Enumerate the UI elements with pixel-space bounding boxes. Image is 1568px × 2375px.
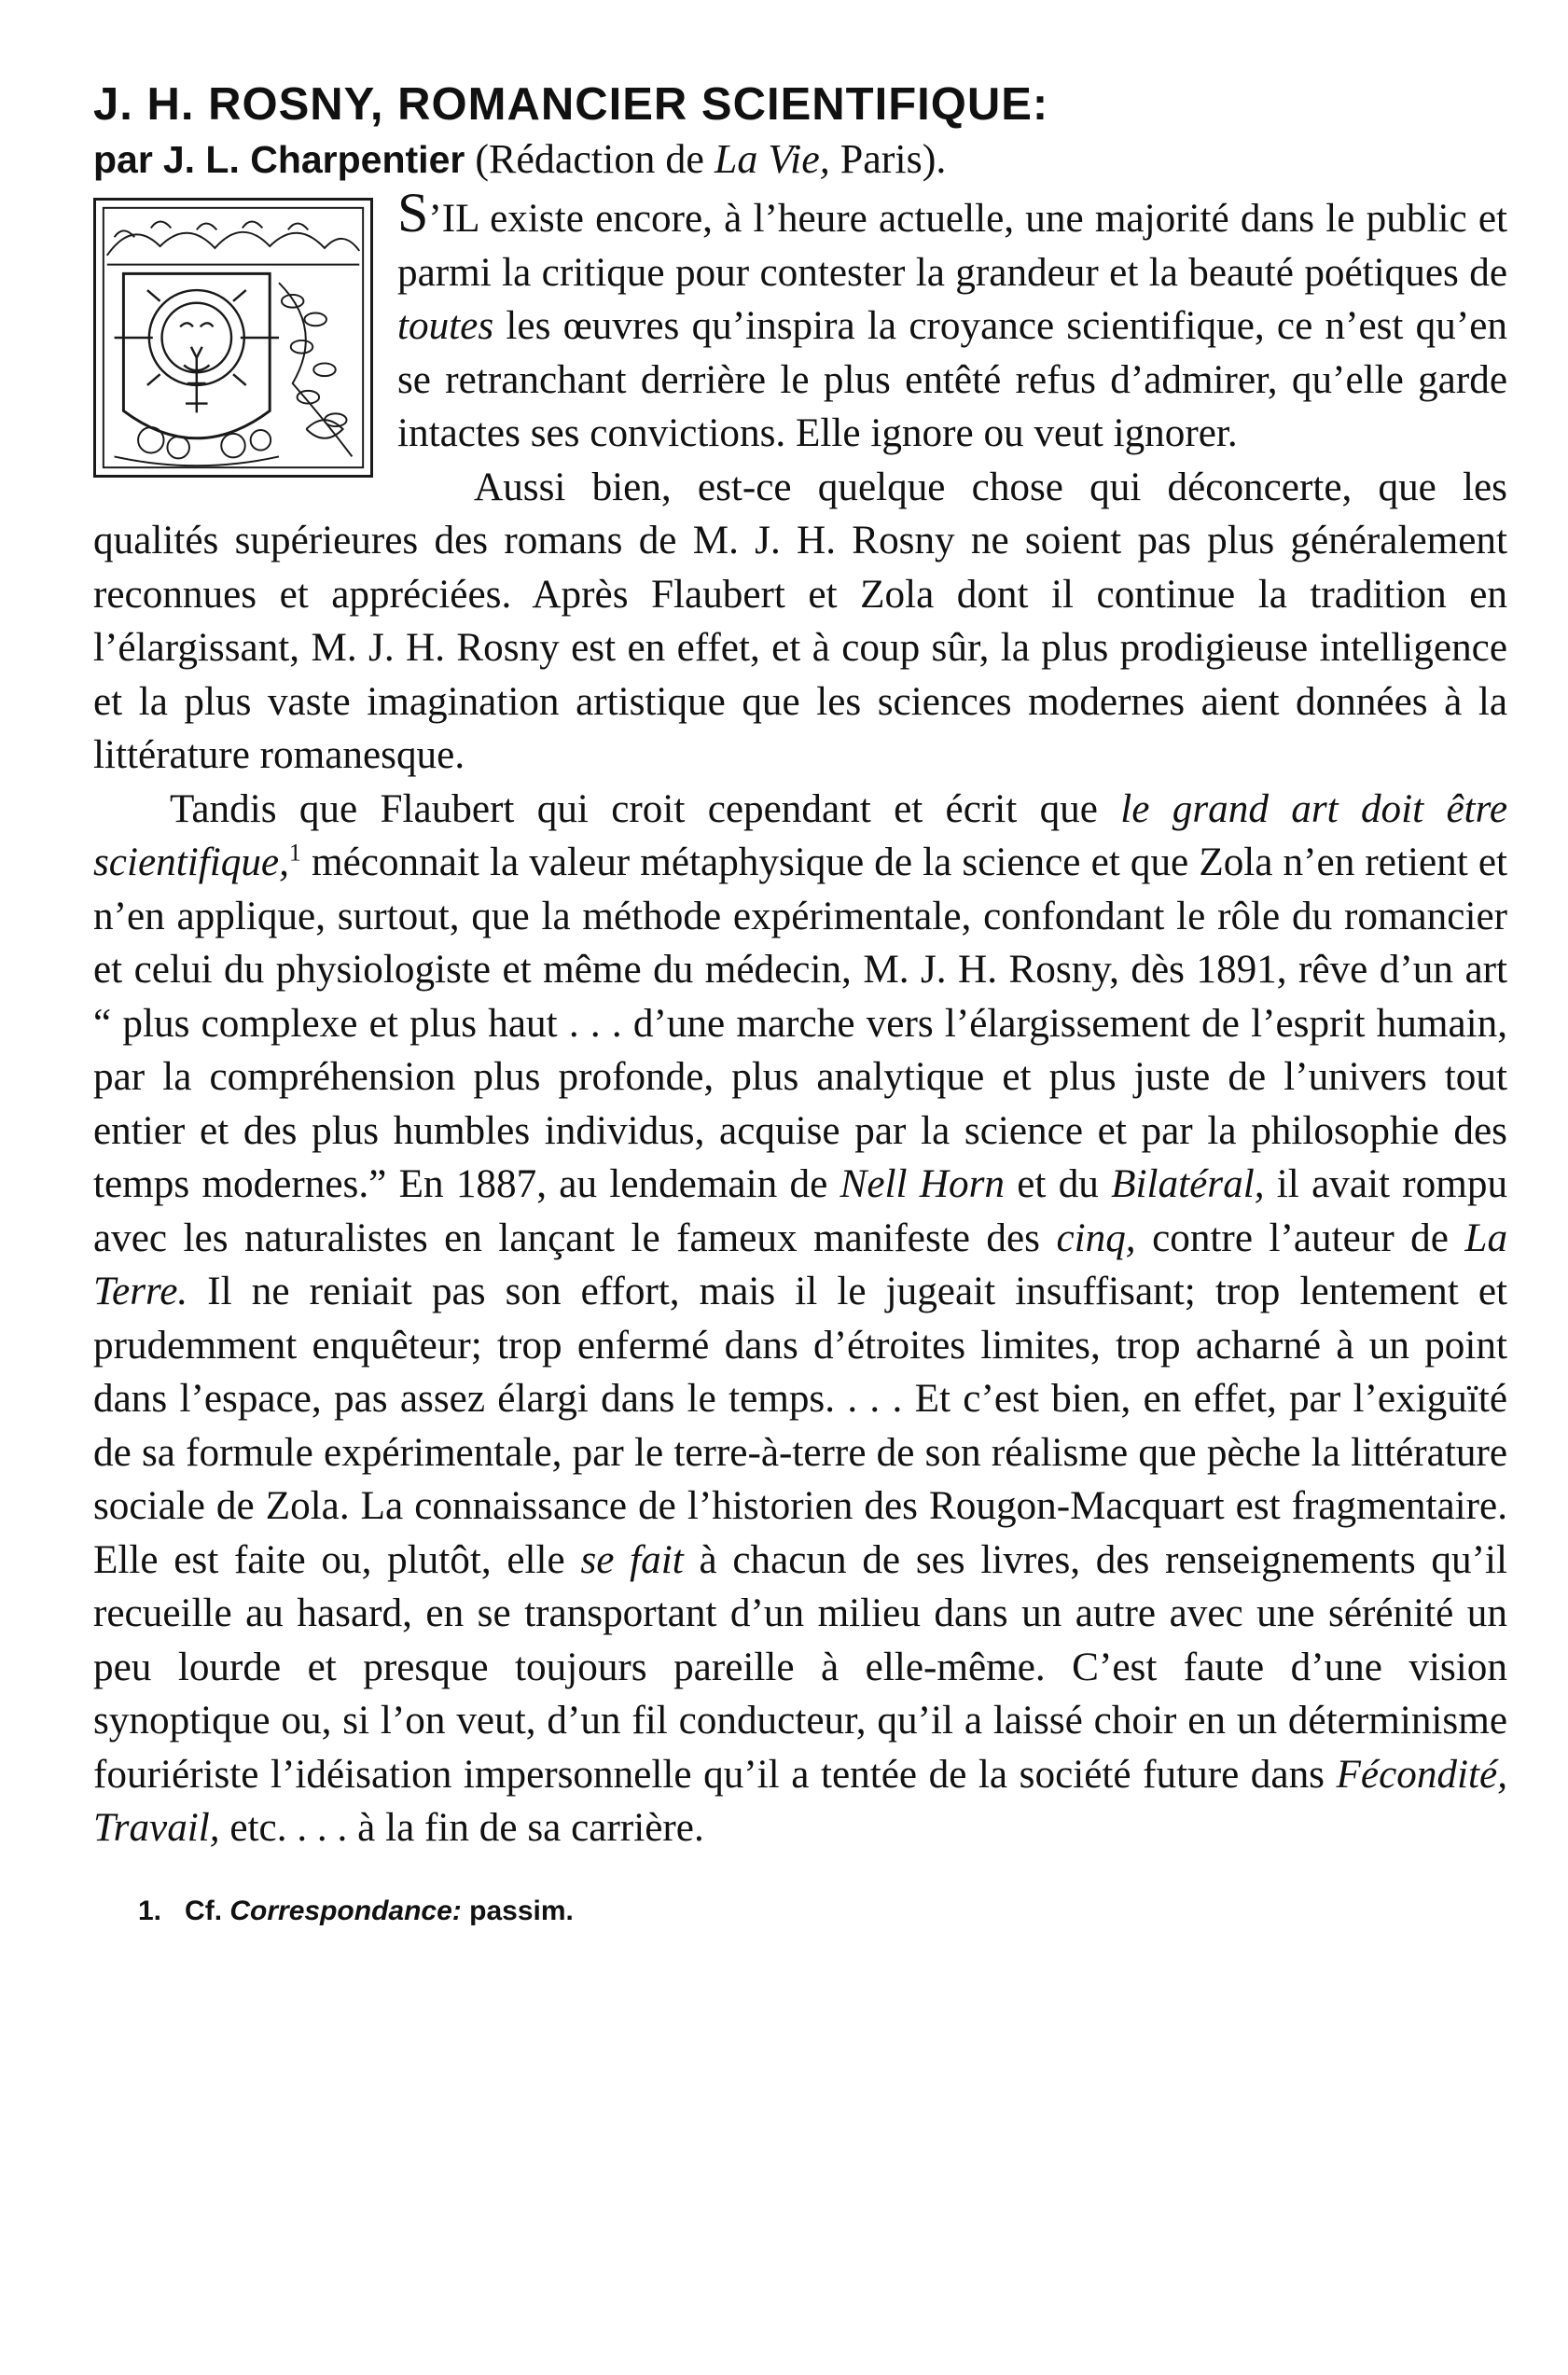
p3-la-terre: La Terre. <box>93 1215 1508 1313</box>
byline-prefix: par <box>93 138 153 181</box>
p3-g: à chacun de ses livres, des renseignements qu’il recueille au hasard, en se transportant d’un milieu dans un autre avec une sérénité un peu lourde et presque toujours pareille à elle-même. C’est faute d’une vision synoptique ou, si l’on veut, d’un fil conducteur, qu’il a laissé choir en un déterminisme fouriériste l’idéisation impersonnelle qu’il a tentée de la société future dans <box>93 1537 1507 1797</box>
lion-head-ornament-icon <box>93 198 373 478</box>
p3-cinq: cinq, <box>1056 1215 1136 1260</box>
paragraph-3 <box>93 783 1507 1855</box>
p3-quote: le grand art doit être scientifique, <box>93 786 1507 884</box>
footnote-title: Correspondance: <box>229 1895 462 1926</box>
p3-fecondite-travail: Fécondité, Travail, <box>93 1752 1507 1850</box>
footnotes <box>93 1893 1507 1930</box>
p3-f: Il ne reniait pas son effort, mais il le jugeait insuffisant; trop lentement et prudemment enquêteur; trop enfermé dans d’étroites limites, trop acharné à un point dans l’espace, pas assez élargi dans le temps. . . . Et c’est bien, en effet, par l’exiguïté de sa formule expérimentale, par le terre-à-terre de son réalisme que pèche la littérature sociale de Zola. La connaissance de l’historien des Rougon-Macquart est fragmentaire. Elle est faite ou, plutôt, elle <box>93 1270 1507 1582</box>
p3-c: et du <box>1017 1162 1099 1206</box>
byline-author: J. L. Charpentier <box>162 138 465 181</box>
paragraph-1-emphasis: toutes <box>397 304 494 348</box>
footnote-item <box>138 1893 1507 1930</box>
article-title: J. H. ROSNY, ROMANCIER SCIENTIFIQUE: <box>93 79 1049 130</box>
paragraph-1-text-2: les œuvres qu’inspira la croyance scientifique, ce n’est qu’en se retranchant derrière le plus entêté refus d’admirer, qu’elle garde intactes ses convictions. Elle ignore ou veut ignorer. <box>397 304 1507 455</box>
initial-letter: S <box>397 182 429 243</box>
p3-b: méconnait la valeur métaphysique de la science et que Zola n’en retient et n’en applique, surtout, que la méthode expérimentale, confondant le rôle du romancier et celui du physiologiste et même du médecin, M. J. H. Rosny, dès 1891, rêve d’un art “ plus complexe et plus haut . . . d’une marche vers l’élargissement de l’esprit humain, par la compréhension plus profonde, plus analytique et plus juste de l’univers tout entier et des plus humbles individus, acquise par la science et par la philosophie des temps modernes.” En 1887, au lendemain de <box>93 840 1507 1206</box>
p3-nell-horn: Nell Horn <box>840 1162 1005 1206</box>
byline-place: Paris). <box>840 136 947 182</box>
footnote-cf: Cf. <box>185 1895 223 1926</box>
paragraph-1-text: existe encore, à l’heure actuelle, une majorité dans le public et parmi la critique pour contester la grandeur et la beauté poétiques de <box>397 197 1507 295</box>
p3-d: il avait rompu avec les naturalistes en lançant le fameux manifeste des <box>93 1162 1508 1260</box>
p3-se-fait: se fait <box>580 1537 684 1582</box>
footnote-reference: 1 <box>288 839 301 867</box>
article-body <box>93 182 1508 1855</box>
p3-h: etc. . . . à la fin de sa carrière. <box>229 1806 704 1850</box>
p3-a: Tandis que Flaubert qui croit cependant et écrit que <box>170 786 1098 831</box>
p3-e: contre l’auteur de <box>1152 1215 1449 1260</box>
byline-open: (Rédaction de <box>475 136 704 182</box>
p3-bilateral: Bilatéral, <box>1111 1162 1265 1206</box>
article-page <box>93 76 1507 1930</box>
paragraph-2: Aussi bien, est-ce quelque chose qui déconcerte, que les qualités supérieures des romans de M. J. H. Rosny ne soient pas plus généralement reconnues et appréciées. Après Flaubert et Zola dont il continue la tradition en l’élargissant, M. J. H. Rosny est en effet, et à coup sûr, la plus prodigieuse intelligence et la plus vaste imagination artistique que les sciences modernes aient données à la littérature romanesque. <box>93 465 1507 777</box>
initial-rest: ’IL <box>428 197 479 241</box>
footnote-rest: passim. <box>469 1895 574 1926</box>
footnote-number: 1. <box>138 1895 162 1926</box>
byline <box>93 132 1507 187</box>
byline-journal: La Vie, <box>714 136 830 182</box>
